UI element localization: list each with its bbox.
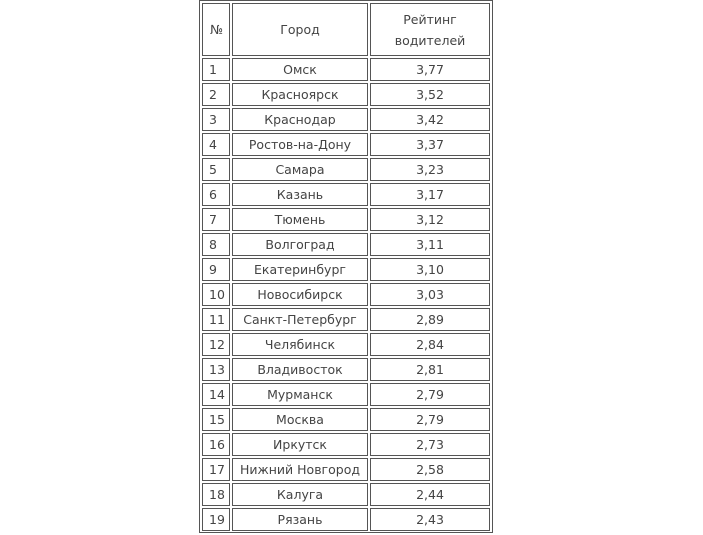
row-rating: 3,11 <box>370 233 490 256</box>
table-row <box>202 58 490 81</box>
row-rating: 2,73 <box>370 433 490 456</box>
table-row <box>202 233 490 256</box>
row-number: 2 <box>202 83 230 106</box>
row-city: Владивосток <box>232 358 368 381</box>
table-row <box>202 433 490 456</box>
row-rating: 3,37 <box>370 133 490 156</box>
table-row <box>202 458 490 481</box>
table-row <box>202 183 490 206</box>
row-city: Екатеринбург <box>232 258 368 281</box>
row-city: Волгоград <box>232 233 368 256</box>
table-row <box>202 483 490 506</box>
row-city: Челябинск <box>232 333 368 356</box>
row-number: 5 <box>202 158 230 181</box>
table-body <box>202 58 490 531</box>
row-number: 1 <box>202 58 230 81</box>
row-city: Самара <box>232 158 368 181</box>
row-rating: 3,03 <box>370 283 490 306</box>
row-number: 3 <box>202 108 230 131</box>
row-city: Ростов-на-Дону <box>232 133 368 156</box>
row-rating: 3,23 <box>370 158 490 181</box>
table-header-row <box>202 3 490 56</box>
row-rating: 3,17 <box>370 183 490 206</box>
rating-table-container <box>199 0 493 533</box>
row-rating: 3,10 <box>370 258 490 281</box>
table-row <box>202 333 490 356</box>
table-row <box>202 408 490 431</box>
row-city: Иркутск <box>232 433 368 456</box>
row-city: Москва <box>232 408 368 431</box>
row-city: Нижний Новгород <box>232 458 368 481</box>
row-city: Красноярск <box>232 83 368 106</box>
row-city: Тюмень <box>232 208 368 231</box>
table-row <box>202 358 490 381</box>
row-number: 7 <box>202 208 230 231</box>
row-number: 8 <box>202 233 230 256</box>
table-row <box>202 283 490 306</box>
row-city: Санкт-Петербург <box>232 308 368 331</box>
row-number: 16 <box>202 433 230 456</box>
row-rating: 2,81 <box>370 358 490 381</box>
row-number: 14 <box>202 383 230 406</box>
table-row <box>202 258 490 281</box>
header-rating: Рейтинг водителей <box>370 3 490 56</box>
table-row <box>202 308 490 331</box>
header-city: Город <box>232 3 368 56</box>
driver-rating-table <box>200 1 492 533</box>
row-number: 17 <box>202 458 230 481</box>
row-rating: 2,89 <box>370 308 490 331</box>
row-rating: 2,44 <box>370 483 490 506</box>
table-row <box>202 133 490 156</box>
row-number: 12 <box>202 333 230 356</box>
row-city: Омск <box>232 58 368 81</box>
row-number: 10 <box>202 283 230 306</box>
row-city: Краснодар <box>232 108 368 131</box>
row-city: Новосибирск <box>232 283 368 306</box>
row-city: Калуга <box>232 483 368 506</box>
row-rating: 2,79 <box>370 408 490 431</box>
row-city: Мурманск <box>232 383 368 406</box>
row-number: 18 <box>202 483 230 506</box>
table-row <box>202 108 490 131</box>
table-row <box>202 383 490 406</box>
row-number: 4 <box>202 133 230 156</box>
table-row <box>202 83 490 106</box>
row-city: Казань <box>232 183 368 206</box>
row-rating: 3,42 <box>370 108 490 131</box>
row-rating: 3,12 <box>370 208 490 231</box>
row-rating: 3,77 <box>370 58 490 81</box>
row-number: 15 <box>202 408 230 431</box>
row-rating: 2,84 <box>370 333 490 356</box>
table-row <box>202 508 490 531</box>
table-row <box>202 158 490 181</box>
row-rating: 2,58 <box>370 458 490 481</box>
row-number: 9 <box>202 258 230 281</box>
row-city: Рязань <box>232 508 368 531</box>
row-number: 13 <box>202 358 230 381</box>
row-number: 19 <box>202 508 230 531</box>
row-rating: 2,79 <box>370 383 490 406</box>
row-rating: 3,52 <box>370 83 490 106</box>
table-row <box>202 208 490 231</box>
row-number: 11 <box>202 308 230 331</box>
row-number: 6 <box>202 183 230 206</box>
header-number: № <box>202 3 230 56</box>
row-rating: 2,43 <box>370 508 490 531</box>
